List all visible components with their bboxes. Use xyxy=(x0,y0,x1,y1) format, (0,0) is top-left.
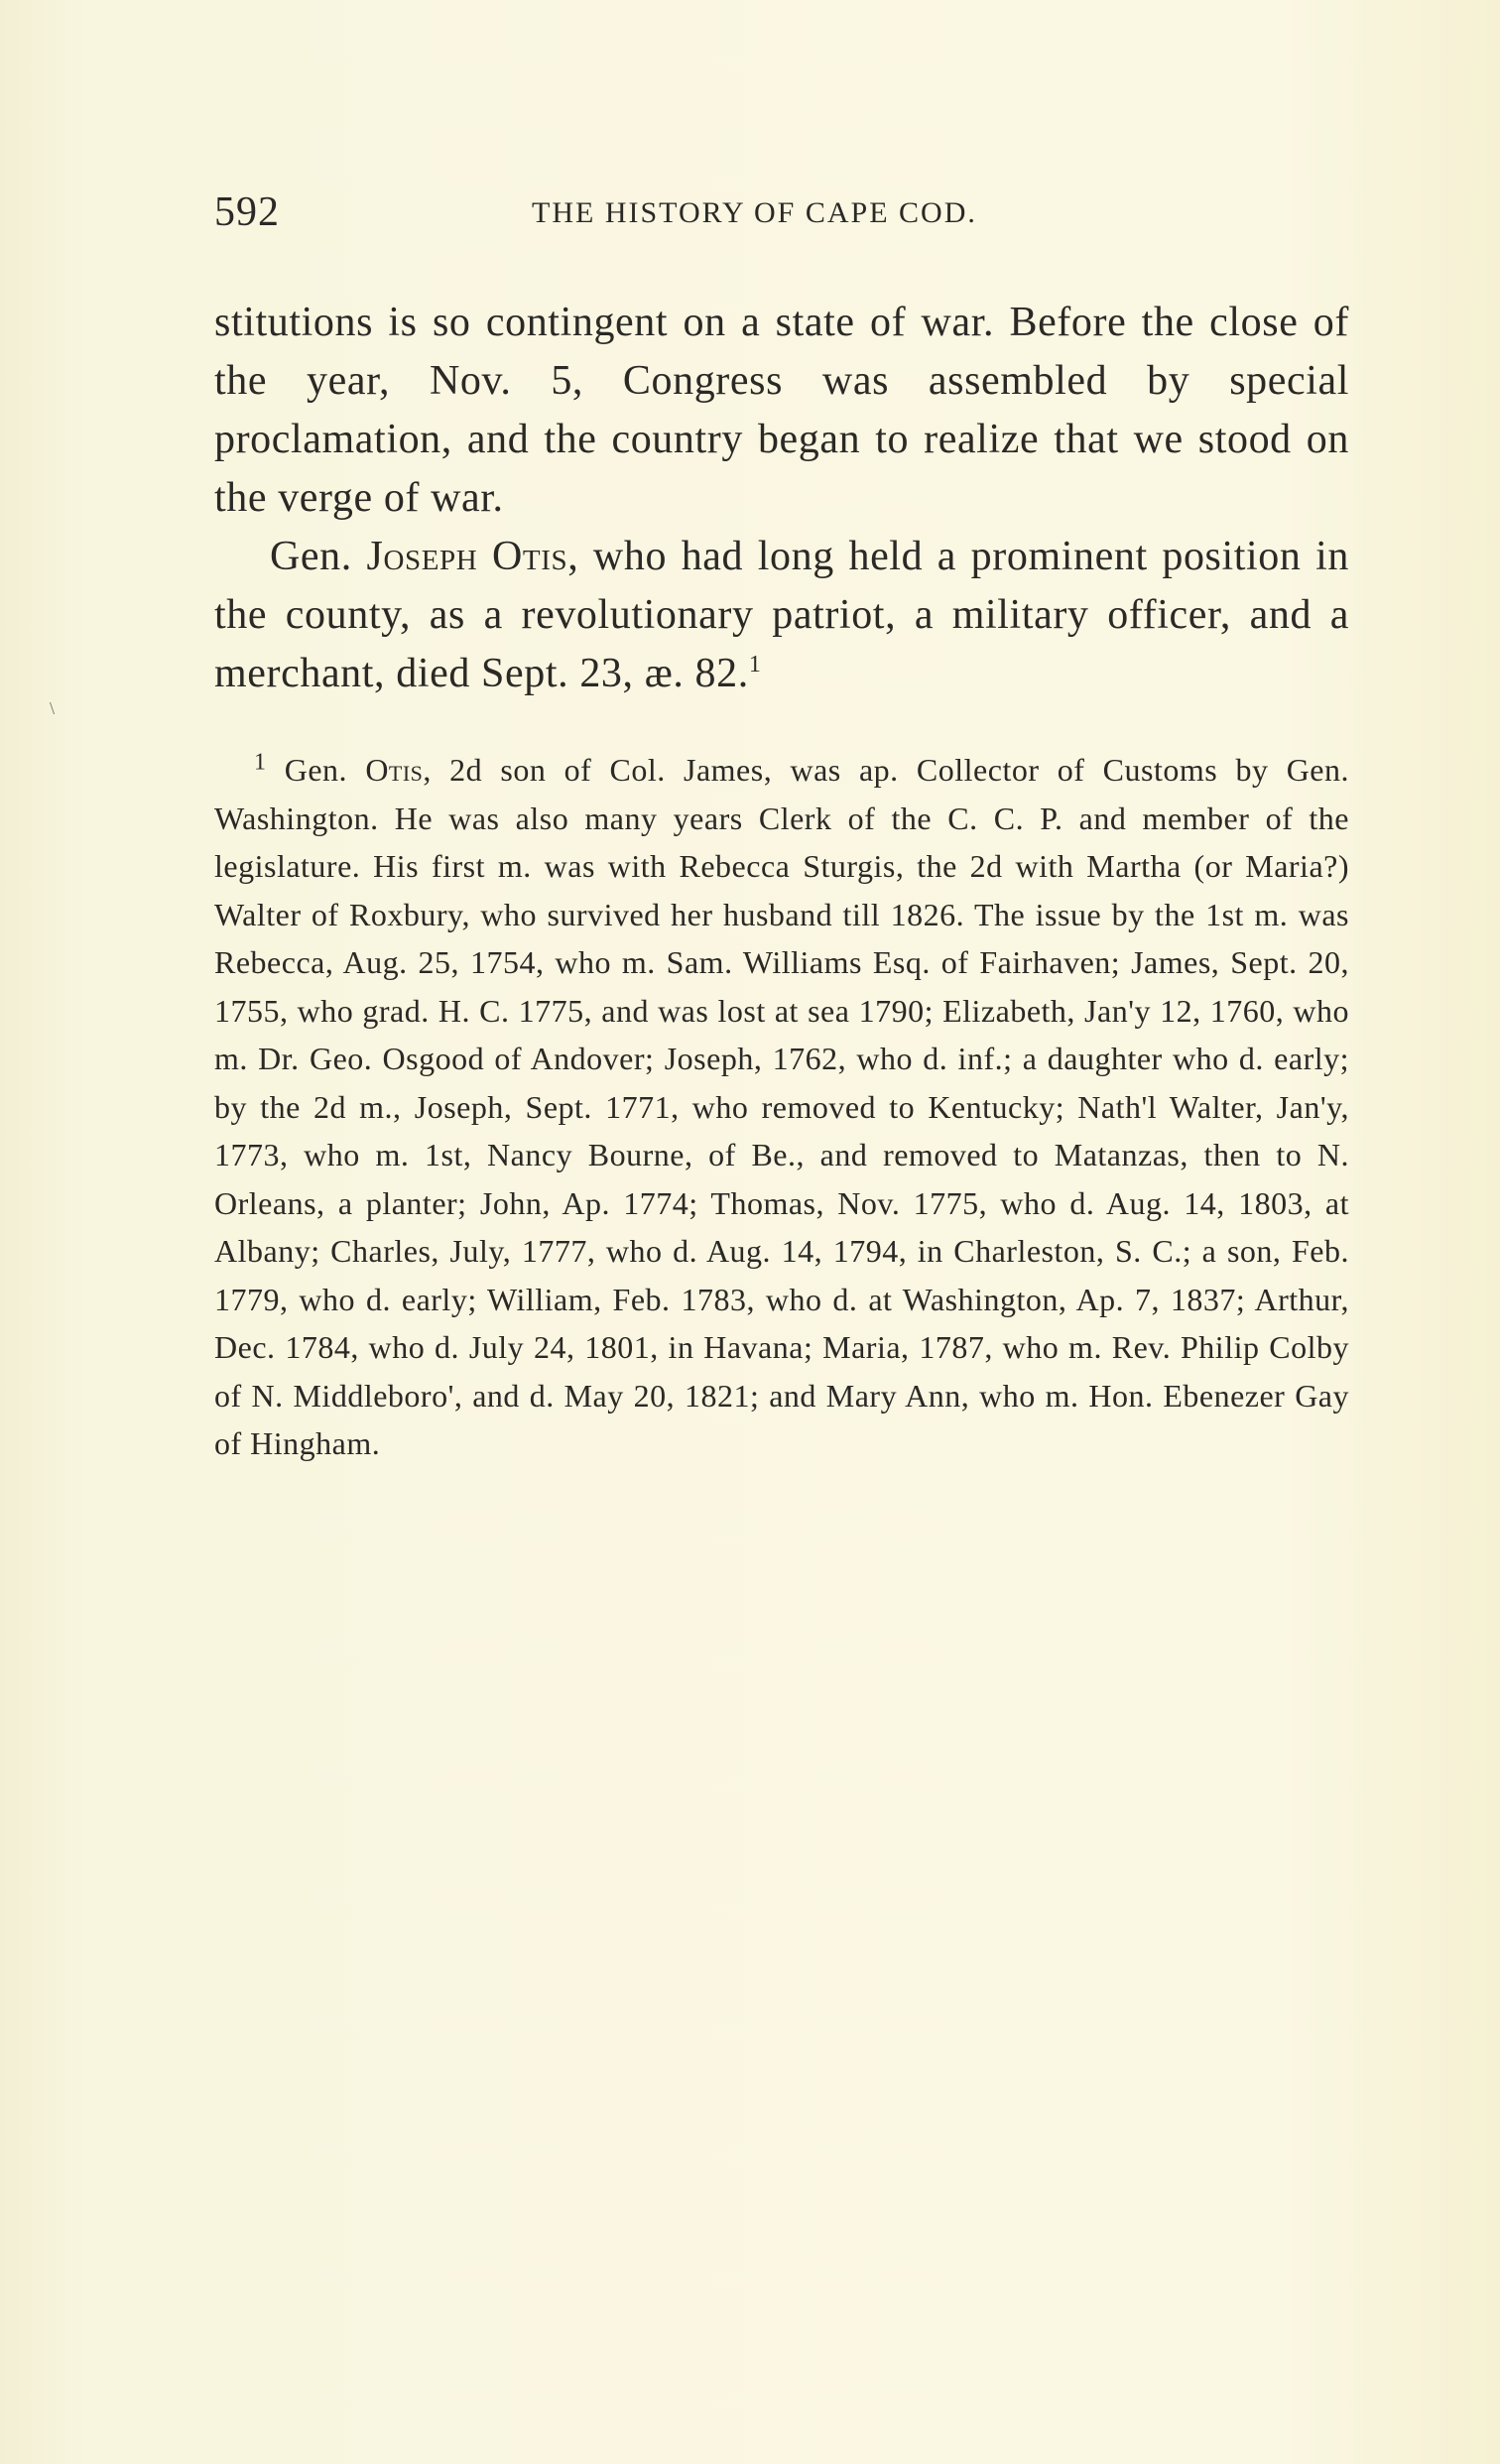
stray-ink-mark: \ xyxy=(50,698,56,718)
footnote-paragraph xyxy=(214,746,1349,1468)
body-text xyxy=(214,294,1349,703)
person-name-first: Joseph xyxy=(366,534,478,579)
running-title: THE HISTORY OF CAPE COD. xyxy=(532,196,977,229)
body-paragraph-2 xyxy=(214,528,1349,703)
footnote-marker: 1 xyxy=(254,749,267,776)
para2-space xyxy=(477,534,492,579)
person-name-last: Otis xyxy=(491,534,568,579)
footnote xyxy=(214,746,1349,1468)
footnote-text: , 2d son of Col. James, was ap. Collector of Customs by Gen. Washington. He was also many years Clerk of the C. C. P. and member of the legislature. His first m. was with Rebecca Sturgis, the 2d with Martha (or Maria?) Walter of Roxbury, who survived her husband till 1826. The issue by the 1st m. was Rebecca, Aug. 25, 1754, who m. Sam. Williams Esq. of Fairhaven; James, Sept. 20, 1755, who grad. H. C. 1775, and was lost at sea 1790; Elizabeth, Jan'y 12, 1760, who m. Dr. Geo. Osgood of Andover; Joseph, 1762, who d. inf.; a daughter who d. early; by the 2d m., Joseph, Sept. 1771, who removed to Kentucky; Nath'l Walter, Jan'y, 1773, who m. 1st, Nancy Bourne, of Be., and removed to Matanzas, then to N. Orleans, a planter; John, Ap. 1774; Thomas, Nov. 1775, who d. Aug. 14, 1803, at Albany; Charles, July, 1777, who d. Aug. 14, 1794, in Charleston, S. C.; a son, Feb. 1779, who d. early; William, Feb. 1783, who d. at Washington, Ap. 7, 1837; Arthur, Dec. 1784, who d. July 24, 1801, in Havana; Maria, 1787, who m. Rev. Philip Colby of N. Middleboro', and d. May 20, 1821; and Mary Ann, who m. Hon. Ebenezer Gay of Hingham. xyxy=(214,752,1350,1461)
page-number: 592 xyxy=(214,189,280,235)
para2-rest: , who had long held a prominent position in the county, as a revolutionary patriot, a military officer, and a merchant, died Sept. 23, æ. 82. xyxy=(214,534,1349,696)
para2-lead: Gen. xyxy=(270,534,367,579)
running-head xyxy=(214,188,1345,238)
footnote-lead: Gen. xyxy=(266,752,366,788)
body-paragraph-1: stitutions is so contingent on a state of war. Before the close of the year, Nov. 5, Congress was assembled by special proclamation, and the country began to realize that we stood on the verge of war. xyxy=(214,300,1349,521)
footnote-reference: 1 xyxy=(748,652,762,678)
footnote-person-name: Otis xyxy=(365,752,424,788)
